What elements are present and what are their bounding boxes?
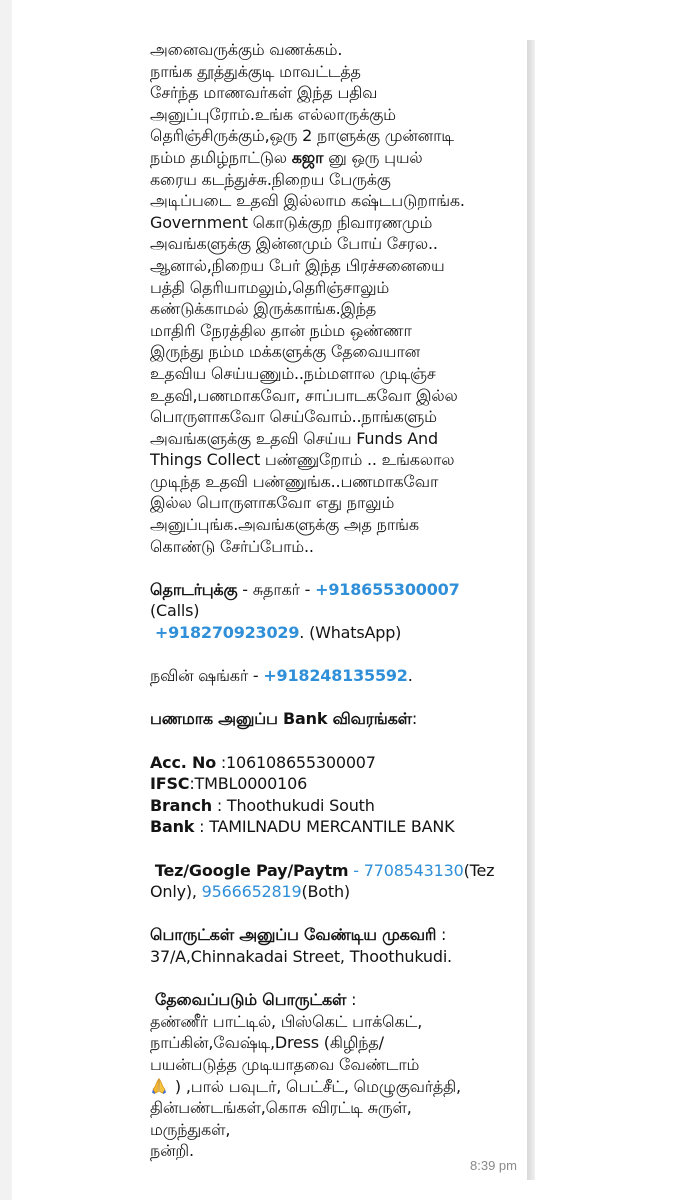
phone-link-2[interactable]: +918270923029 (154, 623, 300, 643)
branch-value: : Thoothukudi South (211, 795, 375, 815)
items-line: பயன்படுத்த முடியாதவை வேண்டாம் (150, 1054, 420, 1074)
phone3-suffix: . (407, 666, 413, 686)
address-value: 37/A,Chinnakadai Street, Thoothukudi. (150, 946, 452, 966)
payment-dash: - (348, 860, 364, 880)
acc-label: Acc. No (150, 752, 216, 772)
contact-name2: நவின் ஷங்கர் - (150, 666, 264, 686)
spacer (150, 903, 528, 925)
message-line: அவங்களுக்கு இன்னமும் போய் சேரல.. (150, 234, 438, 254)
address-label: பொருட்கள் அனுப்ப வேண்டிய முகவரி (150, 925, 437, 945)
bank-heading (150, 708, 528, 730)
message-line: தெரிஞ்சிருக்கும்,ஒரு 2 நாளுக்கு முன்னாடி (150, 126, 454, 146)
bank-heading-colon: : (411, 709, 418, 729)
phone-link-3[interactable]: +918248135592 (263, 666, 408, 686)
message-line: உதவி,பணமாகவோ, சாப்பாடகவோ இல்ல (150, 385, 458, 405)
contact-line (150, 579, 528, 601)
bank-line (150, 816, 528, 838)
both-note: (Both) (301, 882, 350, 902)
spacer (150, 968, 528, 990)
message-line: உதவிய செய்யணும்..நம்மளால முடிஞ்ச (150, 363, 436, 383)
items-line: தின்பண்டங்கள்,கொசு விரட்டி சுருள், (150, 1098, 412, 1118)
bank-label: Bank (150, 817, 195, 837)
message-line: நாங்க தூத்துக்குடி மாவட்டத்த (150, 61, 361, 81)
spacer (150, 644, 528, 666)
items-line: தண்ணீர் பாட்டில், பிஸ்கெட் பாக்கெட், (150, 1011, 423, 1031)
payment-label: Tez/Google Pay/Paytm (154, 860, 349, 880)
acc-line (150, 752, 528, 774)
message-line: இல்ல பொருளாகவோ எது நாலும் (150, 493, 395, 513)
message-line: அனுப்புங்க.அவங்களுக்கு அத நாங்க (150, 515, 419, 535)
acc-value: :106108655300007 (215, 752, 376, 772)
ifsc-value: :TMBL0000106 (189, 774, 308, 794)
phone-link-1[interactable]: +918655300007 (315, 579, 460, 599)
message-timestamp: 8:39 pm (470, 1158, 517, 1173)
message-body (150, 39, 528, 1162)
items-line: மருந்துகள், (150, 1119, 231, 1139)
message-line: கண்டுக்காமல் இருக்காங்க.இந்த (150, 299, 377, 319)
message-line: Things Collect பண்ணுறோம் .. உங்கலால (150, 450, 455, 470)
spacer (150, 730, 528, 752)
message-line: கொண்டு சேர்ப்போம்.. (150, 536, 314, 556)
only-note: Only), (150, 882, 202, 902)
message-line: அனைவருக்கும் வணக்கம். (150, 40, 343, 59)
message-line: முடிந்த உதவி பண்ணுங்க..பணமாகவோ (150, 471, 439, 491)
left-edge (0, 0, 12, 1200)
phone-link-both[interactable]: 9566652819 (201, 882, 302, 902)
contact-line-2 (150, 665, 528, 687)
spacer (150, 687, 528, 709)
bank-value: : TAMILNADU MERCANTILE BANK (194, 817, 455, 837)
message-line: Government கொடுக்குற நிவாரணமும் (150, 212, 433, 232)
spacer (150, 838, 528, 860)
message-line (150, 147, 528, 169)
contact-label: தொடர்புக்கு (150, 579, 238, 599)
message-line: கரைய கடந்துச்சு.நிறைய பேருக்கு (150, 169, 391, 189)
calls-note: (Calls) (150, 601, 200, 621)
message-line: இருந்து நம்ம மக்களுக்கு தேவையான (150, 342, 420, 362)
whatsapp-note: . (WhatsApp) (299, 623, 402, 643)
tez-note: (Tez (463, 860, 495, 880)
thanks-line: நன்றி. (150, 1141, 194, 1161)
branch-label: Branch (150, 795, 212, 815)
spacer (150, 557, 528, 579)
folded-hands-icon (150, 1077, 168, 1095)
bank-heading-text: பணமாக அனுப்ப Bank விவரங்கள் (150, 709, 412, 729)
gaja-after: னு ஒரு புயல் (323, 147, 423, 167)
message-line: பொருளாகவோ செய்வோம்..நாங்களும் (150, 407, 437, 427)
message-line: பத்தி தெரியாமலும்,தெரிஞ்சாலும் (150, 277, 390, 297)
gaja-bold: கஜா (291, 147, 324, 167)
items-line: நாப்கின்,வேஷ்டி,Dress (கிழிந்த/ (150, 1033, 384, 1053)
items-colon: : (346, 990, 357, 1010)
items-line4-text: ) ,பால் பவுடர், பெட்சீட், மெழுகுவர்த்தி, (170, 1076, 461, 1096)
message-line: ஆனால்,நிறைய பேர் இந்த பிரச்சனையை (150, 255, 445, 275)
message-line: அடிப்படை உதவி இல்லாம கஷ்டபடுறாங்க. (150, 191, 465, 211)
message-line: சேர்ந்த மாணவர்கள் இந்த பதிவ (150, 83, 378, 103)
gaja-before: நம்ம தமிழ்நாட்டுல (150, 147, 292, 167)
contact-name1: - சுதாகர் - (237, 579, 316, 599)
branch-line (150, 795, 528, 817)
items-line (150, 1076, 528, 1098)
ifsc-label: IFSC (150, 774, 190, 794)
address-heading (150, 924, 528, 946)
phone-link-tez[interactable]: 7708543130 (363, 860, 464, 880)
whatsapp-line (150, 622, 528, 644)
items-heading (150, 989, 528, 1011)
message-line: அனுப்புரோம்.உங்க எல்லாருக்கும் (150, 104, 396, 124)
message-line: மாதிரி நேரத்தில தான் நம்ம ஒண்ணா (150, 320, 412, 340)
payment-line-2 (150, 881, 528, 903)
address-colon: : (436, 925, 447, 945)
ifsc-line (150, 773, 528, 795)
payment-line (150, 860, 528, 882)
items-label: தேவைப்படும் பொருட்கள் (154, 990, 347, 1010)
bubble-edge (527, 40, 535, 1180)
message-line: அவங்களுக்கு உதவி செய்ய Funds And (150, 428, 438, 448)
